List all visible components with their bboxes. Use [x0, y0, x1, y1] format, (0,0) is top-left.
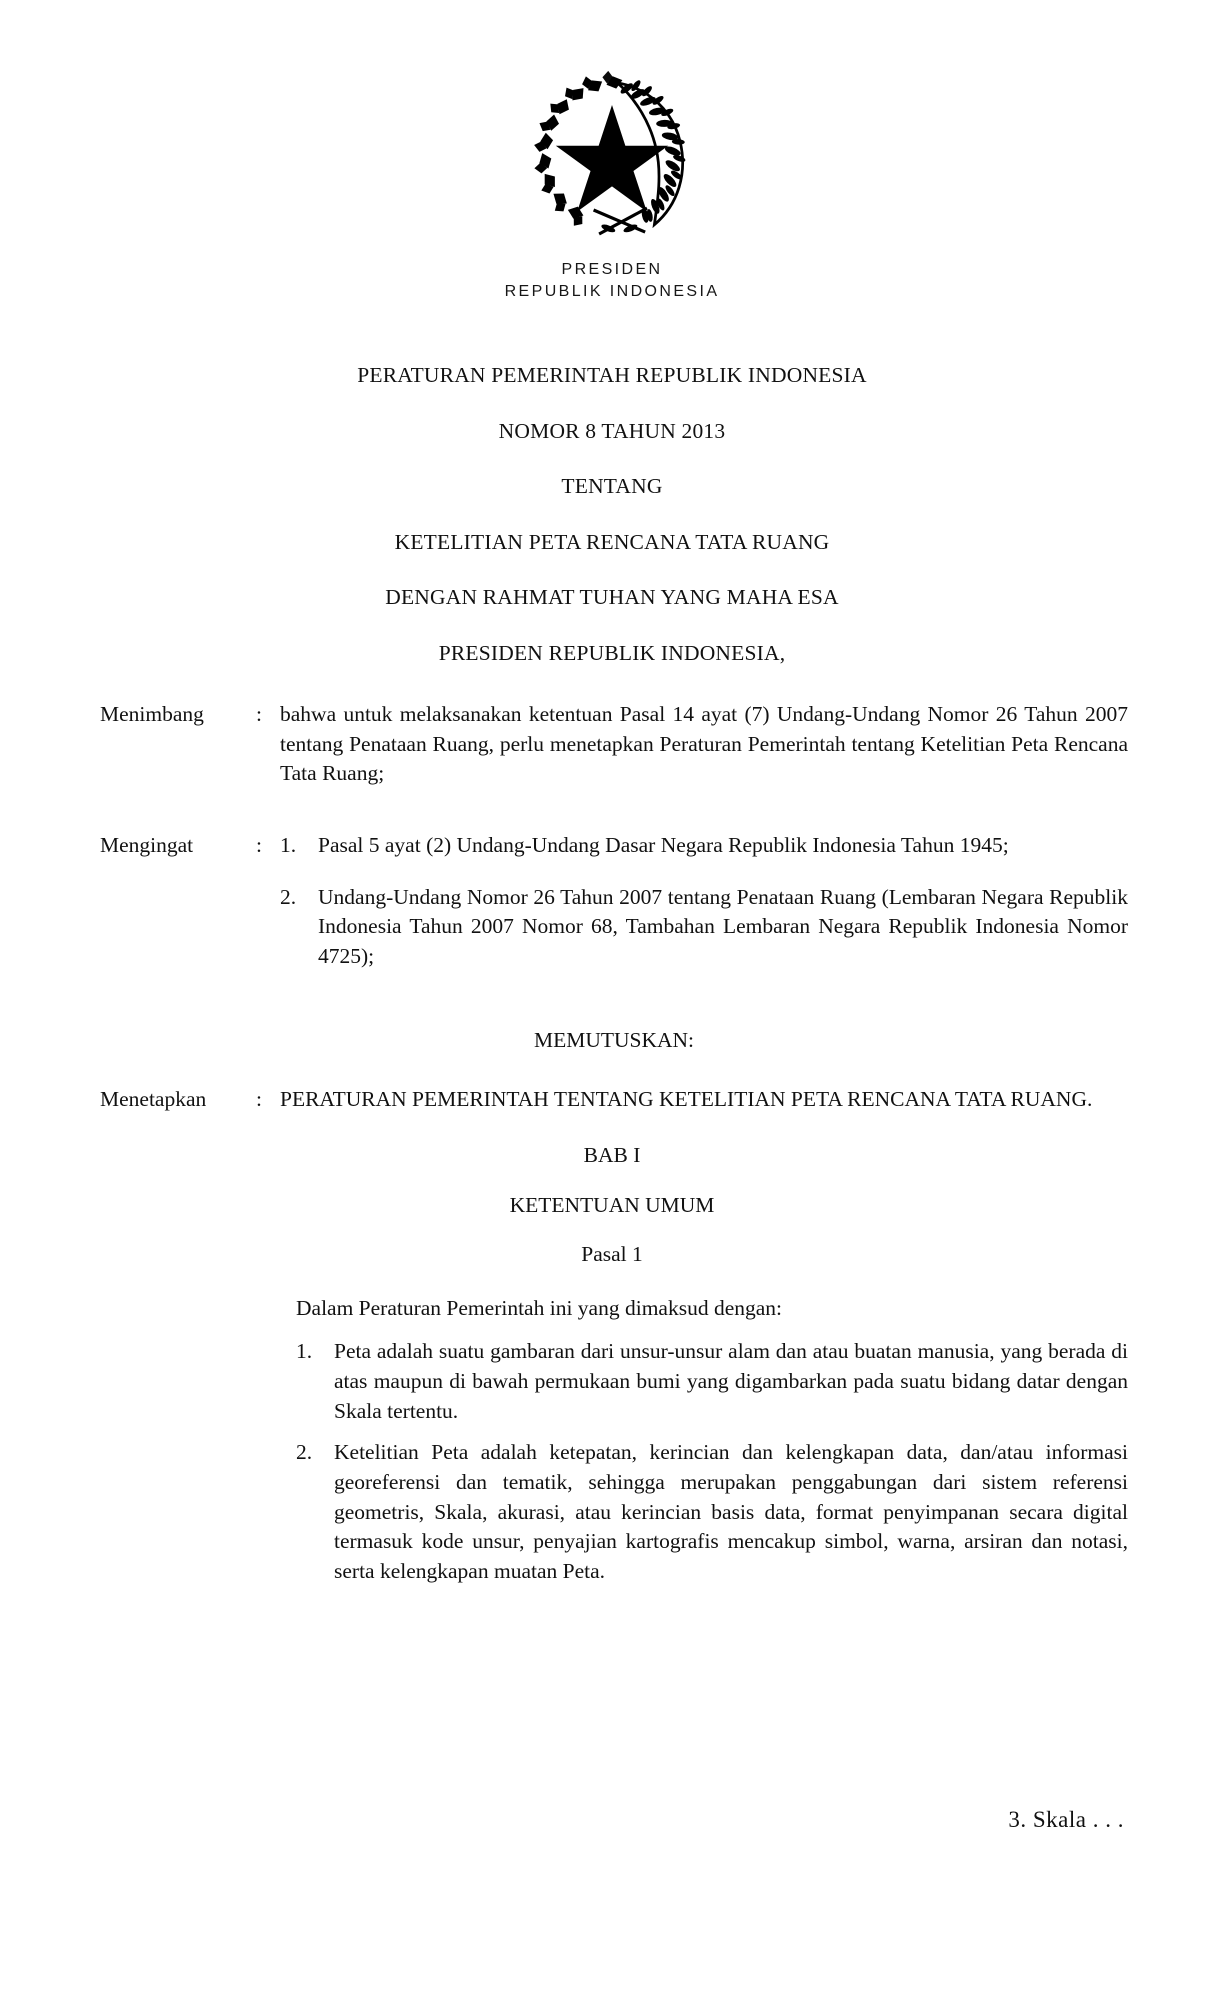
mengingat-label: Mengingat: [100, 833, 194, 858]
garuda-star-wreath-emblem: [517, 70, 707, 245]
pasal-label: Pasal 1: [581, 1242, 643, 1267]
memutuskan-heading: MEMUTUSKAN:: [533, 1027, 695, 1052]
mengingat-list: [280, 831, 1128, 972]
pasal-1-content: [0, 1294, 1224, 1587]
page-continuation-marker: 3. Skala . . .: [1008, 1807, 1124, 1833]
list-item-number: 2.: [280, 884, 297, 909]
list-item-text: Undang-Undang Nomor 26 Tahun 2007 tentang Penataan Ruang (Lembaran Negara Republik Indonesia Tahun 2007 Nomor 68, Tambahan Lembaran Negara Republik Indonesia Nomor 4725);: [318, 884, 1128, 969]
clause-mengingat: [100, 831, 1128, 972]
chapter-headings: [0, 1145, 1224, 1266]
list-item: [296, 1438, 1128, 1586]
list-item: [280, 883, 1128, 972]
pasal-1-list: [100, 1337, 1128, 1586]
list-item-text: Pasal 5 ayat (2) Undang-Undang Dasar Negara Republik Indonesia Tahun 1945;: [318, 833, 1009, 858]
list-item: [296, 1337, 1128, 1426]
about-label: TENTANG: [561, 474, 663, 499]
regulation-number: NOMOR 8 TAHUN 2013: [498, 418, 726, 443]
list-item-text: Peta adalah suatu gambaran dari unsur-unsur alam dan atau buatan manusia, yang berada di atas maupun di bawah permukaan bumi yang digambarkan pada suatu bidang datar dengan Skala tertentu.: [334, 1339, 1128, 1423]
list-item-text: Ketelitian Peta adalah ketepatan, kerincian dan kelengkapan data, dan/atau informasi georeferensi dan tematik, sehingga merupakan penggabungan dari sistem referensi geometris, Skala, akurasi, atau kerincian basis data, format penyimpanan secara digital termasuk kode unsur, penyajian kartografis mencakup simbol, warna, arsiran dan notasi, serta kelengkapan muatan Peta.: [334, 1440, 1128, 1583]
menimbang-text: bahwa untuk melaksanakan ketentuan Pasal 14 ayat (7) Undang-Undang Nomor 26 Tahun 2007 tentang Penataan Ruang, perlu menetapkan Peraturan Pemerintah tentang Ketelitian Peta Rencana Tata Ruang;: [280, 702, 1128, 786]
emblem-caption: [0, 259, 1224, 303]
pasal-1-intro: Dalam Peraturan Pemerintah ini yang dimaksud dengan:: [296, 1295, 783, 1320]
regulation-subject: KETELITIAN PETA RENCANA TATA RUANG: [394, 529, 830, 554]
emblem-caption-line2: REPUBLIK INDONESIA: [504, 283, 720, 301]
bab-title: KETENTUAN UMUM: [509, 1192, 715, 1217]
menetapkan-colon: :: [256, 1087, 262, 1112]
bab-label: BAB I: [583, 1143, 641, 1168]
list-item-number: 1.: [296, 1339, 313, 1364]
list-item-number: 1.: [280, 833, 297, 858]
clause-menetapkan: [100, 1085, 1128, 1115]
menetapkan-text: PERATURAN PEMERINTAH TENTANG KETELITIAN PETA RENCANA TATA RUANG.: [280, 1087, 1093, 1112]
president-line: PRESIDEN REPUBLIK INDONESIA,: [438, 640, 786, 665]
list-item: [280, 831, 1128, 861]
mengingat-colon: :: [256, 833, 262, 858]
blessing-line: DENGAN RAHMAT TUHAN YANG MAHA ESA: [385, 585, 839, 610]
clause-menimbang: [100, 700, 1128, 789]
preamble-clauses: [0, 700, 1224, 1115]
list-item-number: 2.: [296, 1440, 313, 1465]
emblem-caption-line1: PRESIDEN: [561, 261, 663, 278]
document-title-block: [0, 365, 1224, 664]
document-header: [0, 0, 1224, 303]
regulation-title: PERATURAN PEMERINTAH REPUBLIK INDONESIA: [357, 363, 867, 388]
menimbang-colon: :: [256, 702, 262, 727]
menimbang-label: Menimbang: [100, 702, 204, 727]
menetapkan-label: Menetapkan: [100, 1087, 207, 1112]
